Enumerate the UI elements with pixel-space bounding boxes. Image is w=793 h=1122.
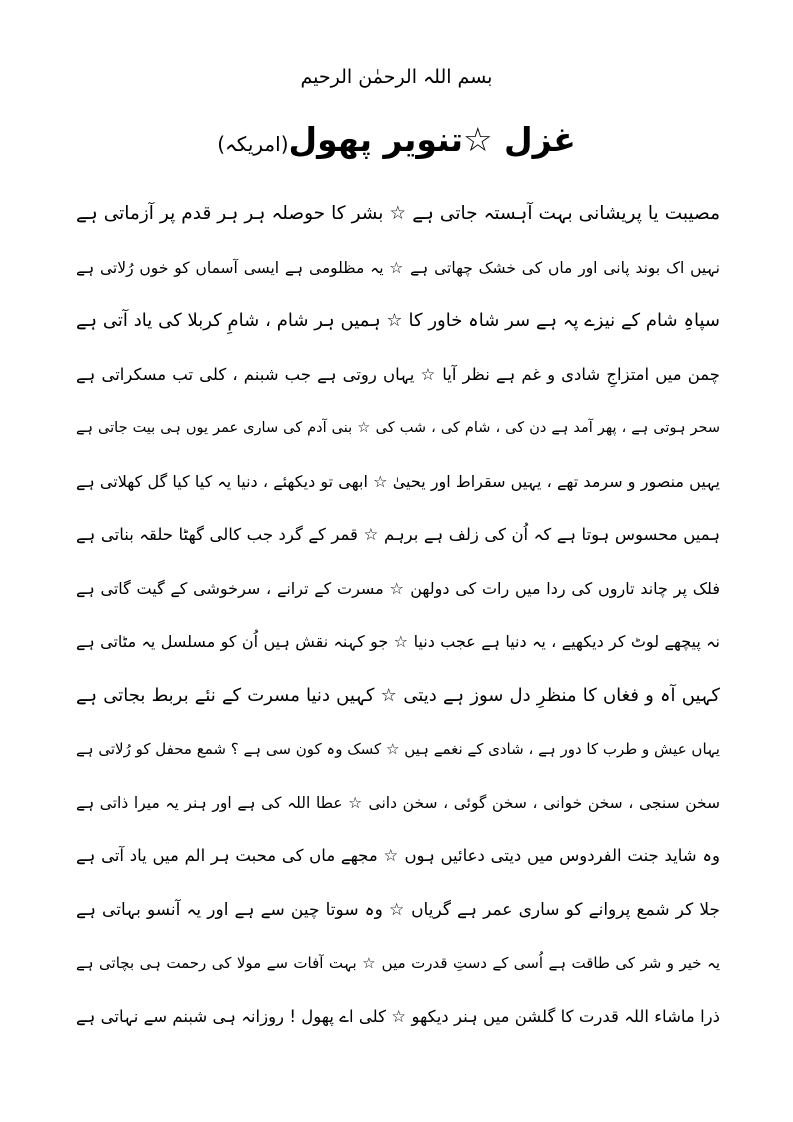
verse-line: نہ پیچھے لوٹ کر دیکھیے ، یہ دنیا ہے عجب دنیا ☆ جو کہنہ نقش ہیں اُن کو مسلسل یہ مٹاتی ہے <box>76 632 720 651</box>
verse-line: چمن میں امتزاجِ شادی و غم ہے نظر آیا ☆ یہاں روتی ہے جب شبنم ، کلی تب مسکراتی ہے <box>76 364 720 384</box>
verse-line: سخن سنجی ، سخن خوانی ، سخن گوئی ، سخن دانی ☆ عطا اللہ کی ہے اور ہنر یہ میرا ذاتی ہے <box>76 793 720 812</box>
verse-line: کہیں آہ و فغاں کا منظرِ دل سوز ہے دیتی ☆ کہیں دنیا مسرت کے نئے بربط بجاتی ہے <box>76 684 720 706</box>
verse-line: فلک پر چاند تاروں کی ردا میں رات کی دولھن ☆ مسرت کے ترانے ، سرخوشی کے گیت گاتی ہے <box>76 578 720 598</box>
title-subtitle: (امریکہ) <box>217 132 289 156</box>
verse-line: سپاہِ شام کے نیزے پہ ہے سر شاہ خاور کا ☆ ہمیں ہر شام ، شامِ کربلا کی یاد آتی ہے <box>76 310 720 331</box>
verse-line: سحر ہوتی ہے ، پھر آمد ہے دن کی ، شام کی ، شب کی ☆ بنی آدم کی ساری عمر یوں ہی بیت جاتی ہے <box>76 420 720 436</box>
verse-line: یہاں عیش و طرب کا دور ہے ، شادی کے نغمے ہیں ☆ کسک وہ کون سی ہے ؟ شمع محفل کو رُلاتی ہے <box>76 740 720 758</box>
verse-line: ذرا ماشاء اللہ قدرت کا گلشن میں ہنر دیکھو ☆ کلی اے پھول ! روزانہ ہی شبنم سے نہاتی ہے <box>76 1006 720 1026</box>
verse-line: وہ شاید جنت الفردوس میں دیتی دعائیں ہوں ☆ مجھے ماں کی محبت ہر الم میں یاد آتی ہے <box>76 846 720 865</box>
verse-line: مصیبت یا پریشانی بہت آہستہ جاتی ہے ☆ بشر کا حوصلہ ہر ہر قدم پر آزماتی ہے <box>76 203 720 224</box>
verse-line: ہمیں محسوس ہوتا ہے کہ اُن کی زلف ہے برہم ☆ قمر کے گرد جب کالی گھٹا حلقہ بناتی ہے <box>76 525 720 544</box>
verse-line: یہ خیر و شر کی طاقت ہے اُسی کے دستِ قدرت میں ☆ بہت آفات سے مولا کی رحمت ہی بچاتی ہے <box>76 954 720 972</box>
verse-line: جلا کر شمع پروانے کو ساری عمر ہے گریاں ☆ وہ سوتا چین سے ہے اور یہ آنسو بہاتی ہے <box>76 899 720 920</box>
verse-list <box>76 194 720 1050</box>
bismillah-heading: بسم اللہ الرحمٰن الرحیم <box>300 66 493 88</box>
verse-line: یہیں منصور و سرمد تھے ، یہیں سقراط اور یحییٰ ☆ ابھی تو دیکھئے ، دنیا یہ کیا کیا گل کھلاتی ہے <box>76 471 720 491</box>
ghazal-title <box>0 112 793 172</box>
verse-line: نہیں اک بوند پانی اور ماں کی خشک چھاتی ہے ☆ یہ مظلومی ہے ایسی آسماں کو خوں رُلاتی ہے <box>76 258 720 277</box>
title-text: غزل ☆تنویر پھول <box>288 120 576 159</box>
